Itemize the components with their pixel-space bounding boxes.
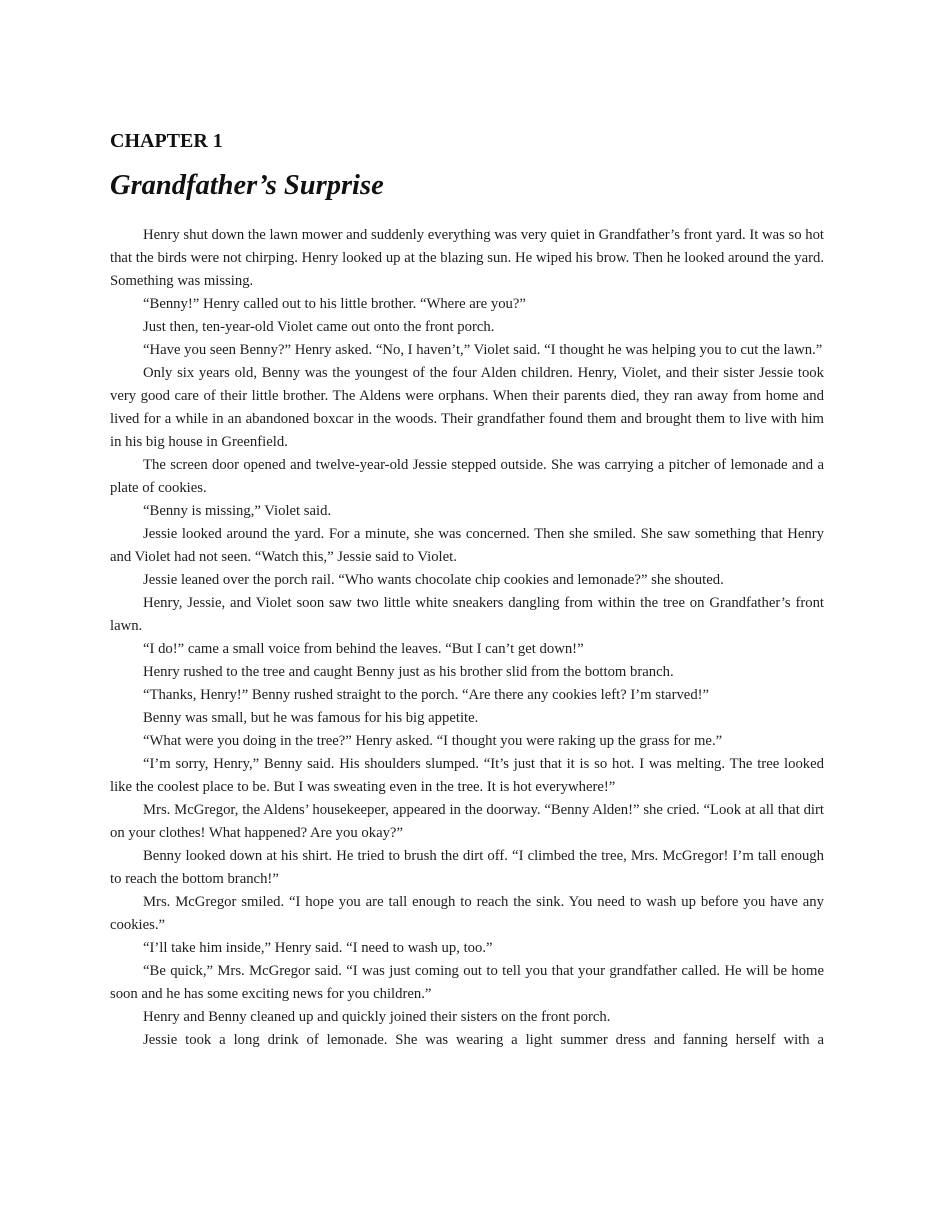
paragraph: Just then, ten-year-old Violet came out onto the front porch.	[143, 319, 495, 335]
paragraph: Jessie looked around the yard. For a minute, she was concerned. Then she smiled. She saw something that Henry and Violet had not seen. “Watch this,” Jessie said to Violet.	[110, 526, 824, 565]
paragraph: Henry shut down the lawn mower and suddenly everything was very quiet in Grandfather’s front yard. It was so hot that the birds were not chirping. Henry looked up at the blazing sun. He wiped his brow. Then he looked around the yard. Something was missing.	[110, 227, 824, 289]
chapter-title: Grandfather’s Surprise	[110, 170, 384, 201]
paragraph: Only six years old, Benny was the youngest of the four Alden children. Henry, Violet, and their sister Jessie took very good care of their little brother. The Aldens were orphans. When their parents died, they ran away from home and lived for a while in an abandoned boxcar in the woods. Their grandfather found them and brought them to live with him in his big house in Greenfield.	[110, 365, 824, 450]
paragraph: Henry and Benny cleaned up and quickly joined their sisters on the front porch.	[143, 1009, 611, 1025]
paragraph: Jessie leaned over the porch rail. “Who wants chocolate chip cookies and lemonade?” she shouted.	[143, 572, 724, 588]
paragraph: Henry, Jessie, and Violet soon saw two little white sneakers dangling from within the tree on Grandfather’s front lawn.	[110, 595, 824, 634]
paragraph: “Be quick,” Mrs. McGregor said. “I was just coming out to tell you that your grandfather called. He will be home soon and he has some exciting news for you children.”	[110, 963, 824, 1002]
paragraph: “I do!” came a small voice from behind the leaves. “But I can’t get down!”	[143, 641, 584, 657]
paragraph: Benny looked down at his shirt. He tried to brush the dirt off. “I climbed the tree, Mrs. McGregor! I’m tall enough to reach the bottom branch!”	[110, 848, 824, 887]
paragraph: “Have you seen Benny?” Henry asked. “No, I haven’t,” Violet said. “I thought he was helping you to cut the lawn.”	[143, 342, 823, 358]
paragraph: Mrs. McGregor smiled. “I hope you are tall enough to reach the sink. You need to wash up before you have any cookies.”	[110, 894, 824, 933]
paragraph: Mrs. McGregor, the Aldens’ housekeeper, appeared in the doorway. “Benny Alden!” she cried. “Look at all that dirt on your clothes! What happened? Are you okay?”	[110, 802, 824, 841]
paragraph: “Benny!” Henry called out to his little brother. “Where are you?”	[143, 296, 526, 312]
paragraph: Henry rushed to the tree and caught Benny just as his brother slid from the bottom branch.	[143, 664, 674, 680]
paragraph: Jessie took a long drink of lemonade. She was wearing a light summer dress and fanning herself with a	[143, 1032, 824, 1048]
chapter-label: CHAPTER 1	[110, 130, 223, 152]
document-page	[110, 128, 824, 1052]
paragraph: “I’ll take him inside,” Henry said. “I need to wash up, too.”	[143, 940, 493, 956]
paragraph: “I’m sorry, Henry,” Benny said. His shoulders slumped. “It’s just that it is so hot. I was melting. The tree looked like the coolest place to be. But I was sweating even in the tree. It is hot everywhere!”	[110, 756, 824, 795]
paragraph: “Benny is missing,” Violet said.	[143, 503, 332, 519]
paragraph: “Thanks, Henry!” Benny rushed straight to the porch. “Are there any cookies left? I’m starved!”	[143, 687, 710, 703]
chapter-body	[110, 224, 824, 1052]
paragraph: “What were you doing in the tree?” Henry asked. “I thought you were raking up the grass for me.”	[143, 733, 723, 749]
paragraph: The screen door opened and twelve-year-old Jessie stepped outside. She was carrying a pitcher of lemonade and a plate of cookies.	[110, 457, 824, 496]
paragraph: Benny was small, but he was famous for his big appetite.	[143, 710, 479, 726]
